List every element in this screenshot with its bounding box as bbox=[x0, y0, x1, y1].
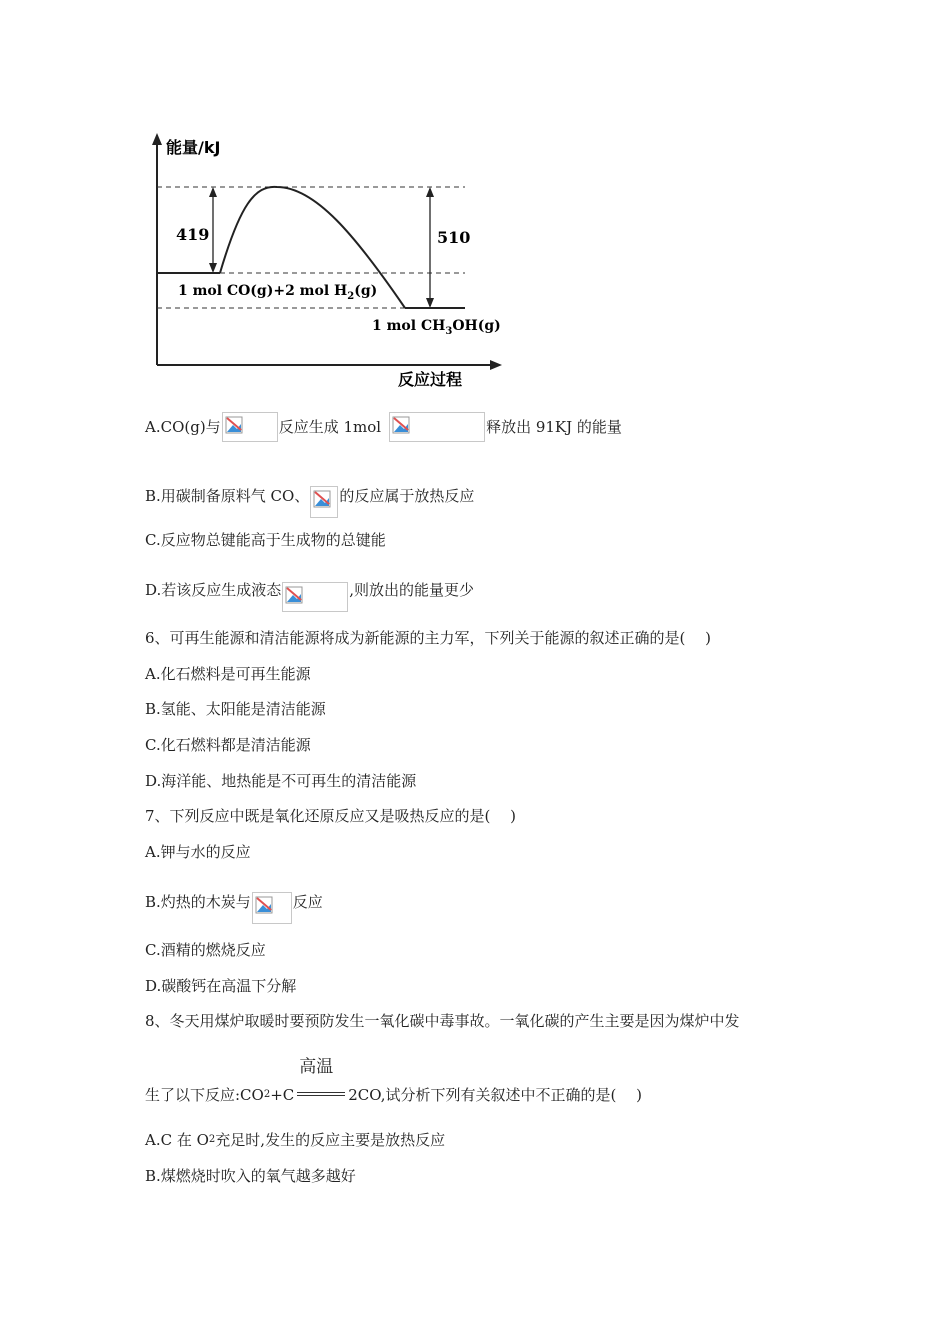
q7-stem-text: 7、下列反应中既是氧化还原反应又是吸热反应的是( ) bbox=[145, 807, 517, 825]
q6-stem bbox=[145, 628, 711, 648]
q7-option-b bbox=[145, 880, 323, 924]
broken-image-icon bbox=[285, 586, 303, 604]
q7-stem bbox=[145, 806, 516, 826]
q7-option-a bbox=[145, 842, 251, 862]
broken-image bbox=[282, 582, 348, 612]
q8-option-a-text-2: 充足时,发生的反应主要是放热反应 bbox=[215, 1131, 446, 1149]
broken-image-icon bbox=[255, 896, 273, 914]
broken-image bbox=[310, 486, 338, 518]
q8-option-a bbox=[145, 1130, 445, 1150]
reaction-condition-label: 高温 bbox=[299, 1057, 334, 1077]
q6-option-a-text: A.化石燃料是可再生能源 bbox=[145, 665, 311, 683]
released-energy-label: 510 bbox=[437, 228, 471, 247]
q7-option-c bbox=[145, 940, 266, 960]
q8-co2-subscript: 2 bbox=[263, 1089, 271, 1100]
q8-stem-text-2b: +C bbox=[270, 1086, 295, 1104]
q8-option-b-text: B.煤燃烧时吹入的氧气越多越好 bbox=[145, 1167, 356, 1185]
product-label: 1 mol $CH_3OH(g)$ bbox=[372, 318, 501, 337]
activation-energy-label: 419 bbox=[176, 225, 210, 244]
q7-option-b-text-1: B.灼热的木炭与 bbox=[145, 893, 251, 911]
q8-stem-text-2c: 2CO,试分析下列有关叙述中不正确的是( ) bbox=[348, 1086, 642, 1104]
q5-option-c-text: C.反应物总键能高于生成物的总键能 bbox=[145, 531, 386, 549]
q6-option-d-text: D.海洋能、地热能是不可再生的清洁能源 bbox=[145, 772, 417, 790]
q5-option-b-text-2: 的反应属于放热反应 bbox=[339, 487, 475, 505]
q8-stem-text-1: 8、冬天用煤炉取暖时要预防发生一氧化碳中毒事故。一氧化碳的产生主要是因为煤炉中发 bbox=[145, 1012, 740, 1030]
q8-option-a-text-1: A.C 在 O bbox=[145, 1131, 209, 1149]
q5-option-d-text-1: D.若该反应生成液态 bbox=[145, 581, 282, 599]
q6-option-b bbox=[145, 699, 326, 719]
q5-option-d bbox=[145, 568, 474, 612]
broken-image-icon bbox=[313, 490, 331, 508]
q5-option-a bbox=[145, 412, 622, 442]
energy-diagram-svg bbox=[140, 125, 510, 395]
equals-bar-top bbox=[297, 1092, 345, 1093]
q8-stem-text-2a: 生了以下反应:CO bbox=[145, 1086, 264, 1104]
y-axis-label: 能量/kJ bbox=[166, 138, 221, 157]
q6-option-c-text: C.化石燃料都是清洁能源 bbox=[145, 736, 311, 754]
q5-option-a-text-2: 反应生成 1mol bbox=[278, 418, 382, 436]
q6-option-c bbox=[145, 735, 311, 755]
broken-image-icon bbox=[225, 416, 243, 434]
q8-option-b bbox=[145, 1166, 356, 1186]
reaction-condition bbox=[295, 1057, 347, 1105]
q8-stem-line-2 bbox=[145, 1057, 642, 1105]
q5-option-b bbox=[145, 474, 474, 518]
q6-stem-text: 6、可再生能源和清洁能源将成为新能源的主力军，下列关于能源的叙述正确的是( ) bbox=[145, 629, 712, 647]
q8-stem-line-1 bbox=[145, 1011, 740, 1031]
broken-image bbox=[252, 892, 292, 924]
q7-option-c-text: C.酒精的燃烧反应 bbox=[145, 941, 266, 959]
q6-option-a bbox=[145, 664, 311, 684]
x-axis-label: 反应过程 bbox=[398, 370, 463, 389]
q5-option-c bbox=[145, 530, 386, 550]
equals-bar-bottom bbox=[297, 1095, 345, 1096]
q7-option-b-text-2: 反应 bbox=[292, 893, 323, 911]
q7-option-d bbox=[145, 976, 296, 996]
q5-option-a-text-3: 释放出 91KJ 的能量 bbox=[486, 418, 622, 436]
q5-option-a-text-1: A.CO(g)与 bbox=[145, 418, 221, 436]
q6-option-d bbox=[145, 771, 416, 791]
q5-option-b-text-1: B.用碳制备原料气 CO、 bbox=[145, 487, 310, 505]
broken-image bbox=[222, 412, 278, 442]
broken-image-icon bbox=[392, 416, 410, 434]
q7-option-d-text: D.碳酸钙在高温下分解 bbox=[145, 977, 297, 995]
reactants-label: 1 mol CO(g)+2 mol $H_2(g)$ bbox=[178, 283, 378, 302]
q8-o2-subscript: 2 bbox=[208, 1134, 216, 1145]
q6-option-b-text: B.氢能、太阳能是清洁能源 bbox=[145, 700, 326, 718]
q5-option-d-text-2: ,则放出的能量更少 bbox=[349, 581, 475, 599]
q7-option-a-text: A.钾与水的反应 bbox=[145, 843, 251, 861]
energy-diagram bbox=[140, 125, 510, 395]
broken-image bbox=[389, 412, 485, 442]
